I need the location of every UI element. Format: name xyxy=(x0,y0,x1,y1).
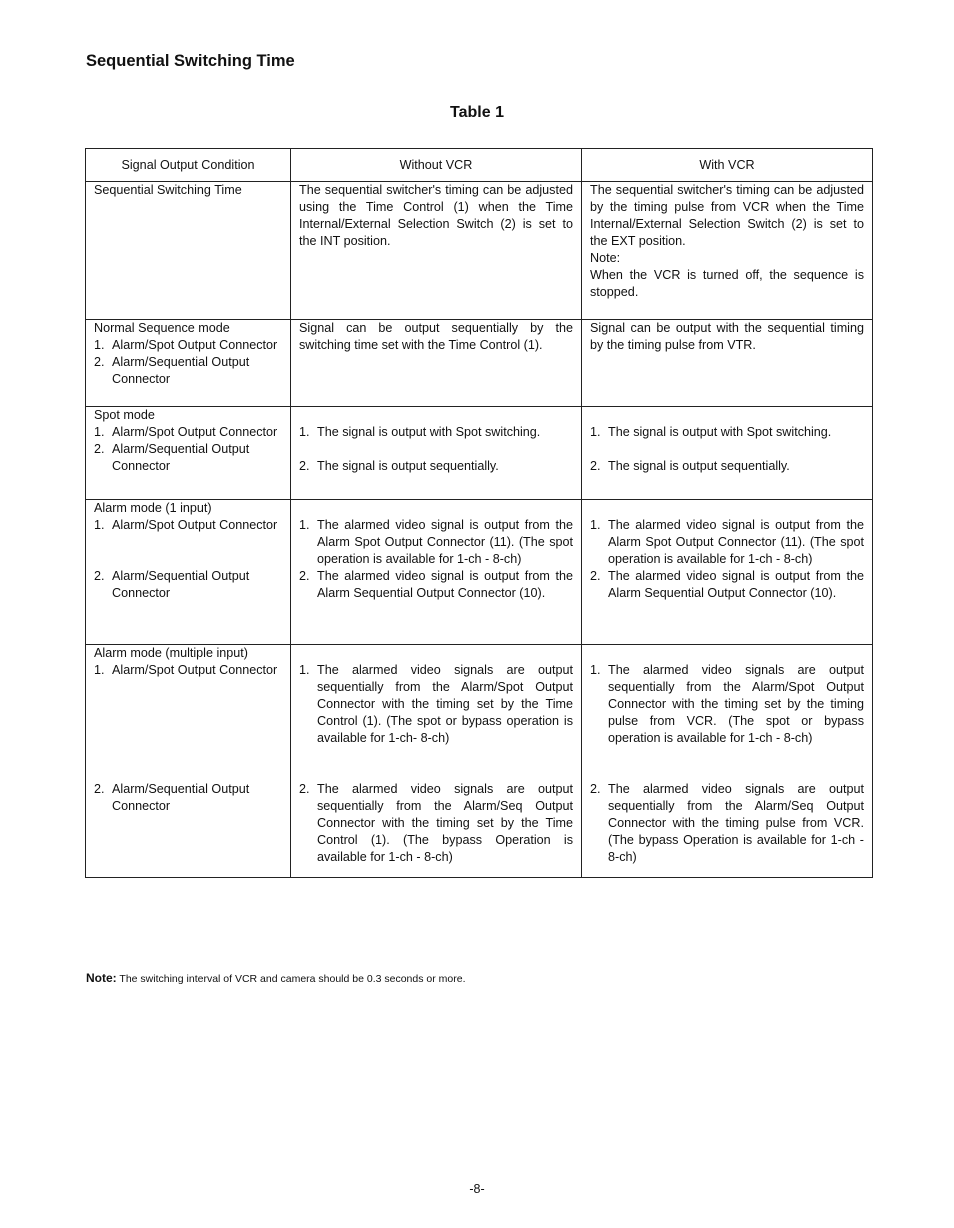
footnote xyxy=(86,971,466,985)
with-vcr-text: The sequential switcher's timing can be adjusted by the timing pulse from VCR when the Time Internal/External Selection Switch (2) is set to the EXT position. xyxy=(590,183,864,248)
table-header-row xyxy=(86,149,873,182)
condition-cell xyxy=(86,645,291,878)
with-vcr-cell xyxy=(582,500,873,645)
condition-item: 2. Alarm/Sequential Output Connector xyxy=(94,442,250,473)
condition-title: Sequential Switching Time xyxy=(94,183,242,197)
with-vcr-note-label: Note: xyxy=(590,251,621,265)
without-vcr-text: Signal can be output sequentially by the switching time set with the Time Control (1). xyxy=(299,321,573,352)
without-vcr-item: 1. The alarmed video signals are output sequentially from the Alarm/Spot Output Connector with the timing set by the Time Control (1). (The spot or bypass operation is available for 1-ch- 8-ch) xyxy=(299,663,573,745)
with-vcr-note-text: When the VCR is turned off, the sequence is stopped. xyxy=(590,268,864,299)
table-row xyxy=(86,407,873,500)
with-vcr-cell xyxy=(582,407,873,500)
without-vcr-cell xyxy=(291,320,582,407)
without-vcr-text: The sequential switcher's timing can be adjusted using the Time Control (1) when the Time Internal/External Selection Switch (2) is set to the INT position. xyxy=(299,183,573,248)
table-row xyxy=(86,182,873,320)
header-without-vcr: Without VCR xyxy=(291,149,582,182)
without-vcr-item: 2. The signal is output sequentially. xyxy=(299,459,499,473)
condition-item: 2. Alarm/Sequential Output Connector xyxy=(94,569,250,600)
footnote-label: Note: xyxy=(86,971,117,985)
table-row xyxy=(86,645,873,878)
condition-item: 1. Alarm/Spot Output Connector xyxy=(94,663,278,677)
page-number: -8- xyxy=(469,1182,485,1196)
without-vcr-cell xyxy=(291,407,582,500)
header-signal-output-condition: Signal Output Condition xyxy=(86,149,291,182)
condition-title: Normal Sequence mode xyxy=(94,321,230,335)
without-vcr-item: 2. The alarmed video signals are output sequentially from the Alarm/Seq Output Connector with the timing set by the Time Control (1). (The bypass Operation is available for 1-ch - 8-ch) xyxy=(299,782,573,864)
condition-title: Alarm mode (multiple input) xyxy=(94,646,248,660)
section-heading: Sequential Switching Time xyxy=(86,52,295,70)
without-vcr-cell xyxy=(291,182,582,320)
with-vcr-item: 2. The alarmed video signals are output sequentially from the Alarm/Seq Output Connector with the timing pulse from VCR. (The bypass Operation is available for 1-ch - 8-ch) xyxy=(590,782,864,864)
without-vcr-item: 1. The signal is output with Spot switching. xyxy=(299,425,541,439)
with-vcr-item: 1. The alarmed video signal is output from the Alarm Spot Output Connector (11). (The spot operation is available for 1-ch - 8-ch) xyxy=(590,518,864,566)
with-vcr-cell xyxy=(582,645,873,878)
condition-item: 1. Alarm/Spot Output Connector xyxy=(94,338,278,352)
condition-item: 1. Alarm/Spot Output Connector xyxy=(94,518,278,532)
header-with-vcr: With VCR xyxy=(582,149,873,182)
with-vcr-item: 1. The alarmed video signals are output sequentially from the Alarm/Spot Output Connector with the timing set by the timing pulse from VCR. (The spot or bypass operation is available for 1-ch - 8-ch) xyxy=(590,663,864,745)
footnote-text: The switching interval of VCR and camera should be 0.3 seconds or more. xyxy=(119,973,466,985)
switching-time-table xyxy=(85,148,873,878)
condition-cell xyxy=(86,320,291,407)
condition-cell xyxy=(86,182,291,320)
without-vcr-cell xyxy=(291,645,582,878)
table-row xyxy=(86,320,873,407)
with-vcr-cell xyxy=(582,182,873,320)
without-vcr-item: 2. The alarmed video signal is output from the Alarm Sequential Output Connector (10). xyxy=(299,569,573,600)
condition-item: 2. Alarm/Sequential Output Connector xyxy=(94,355,250,386)
with-vcr-item: 1. The signal is output with Spot switching. xyxy=(590,425,832,439)
condition-title: Spot mode xyxy=(94,408,155,422)
without-vcr-cell xyxy=(291,500,582,645)
condition-cell xyxy=(86,500,291,645)
table-row xyxy=(86,500,873,645)
with-vcr-item: 2. The signal is output sequentially. xyxy=(590,459,790,473)
table-title: Table 1 xyxy=(450,104,504,121)
condition-item: 2. Alarm/Sequential Output Connector xyxy=(94,782,250,813)
condition-item: 1. Alarm/Spot Output Connector xyxy=(94,425,278,439)
with-vcr-cell xyxy=(582,320,873,407)
condition-cell xyxy=(86,407,291,500)
with-vcr-item: 2. The alarmed video signal is output from the Alarm Sequential Output Connector (10). xyxy=(590,569,864,600)
with-vcr-text: Signal can be output with the sequential timing by the timing pulse from VTR. xyxy=(590,321,864,352)
condition-title: Alarm mode (1 input) xyxy=(94,501,212,515)
without-vcr-item: 1. The alarmed video signal is output from the Alarm Spot Output Connector (11). (The spot operation is available for 1-ch - 8-ch) xyxy=(299,518,573,566)
